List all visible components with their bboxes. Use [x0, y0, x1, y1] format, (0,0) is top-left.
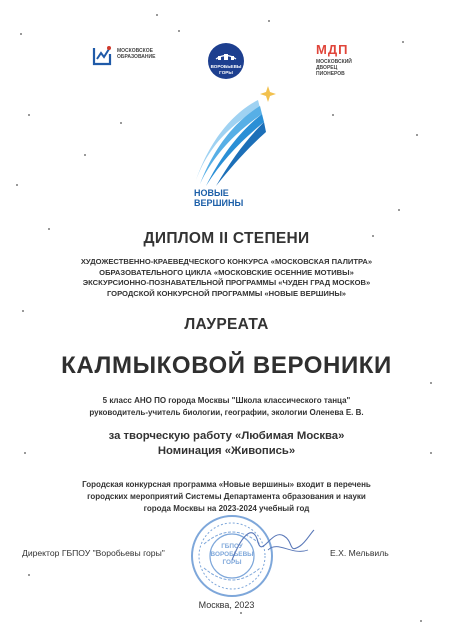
emblem-line1: НОВЫЕ: [194, 188, 229, 198]
stamp-line3: ГОРЫ: [222, 559, 242, 566]
moscow-education-line1: МОСКОВСКОЕ: [117, 48, 153, 54]
new-heights-swoosh-icon: [186, 84, 282, 188]
palace-mark: МДП: [316, 42, 349, 57]
palace-line1: МОСКОВСКИЙ: [316, 59, 352, 65]
note-line-3: города Москвы на 2023-2024 учебный год: [143, 503, 310, 513]
diploma-title: ДИПЛОМ II СТЕПЕНИ: [143, 230, 310, 247]
teacher-line: руководитель-учитель биологии, географии, экологии Оленева Е. В.: [89, 407, 364, 417]
program-note: [0, 479, 453, 514]
note-line-2: городских мероприятий Системы Департамента образования и науки: [87, 491, 366, 501]
stamp-line1: ГБПОУ: [221, 543, 243, 550]
new-heights-emblem: [186, 84, 282, 216]
director-title: Директор ГБПОУ "Воробьевы горы": [22, 548, 165, 558]
recipient-info: [0, 395, 453, 418]
competition-line-2: ОБРАЗОВАТЕЛЬНОГО ЦИКЛА «МОСКОВСКИЕ ОСЕННИЕ МОТИВЫ»: [99, 267, 354, 277]
competition-line-1: ХУДОЖЕСТВЕННО-КРАЕВЕДЧЕСКОГО КОНКУРСА «МОСКОВСКАЯ ПАЛИТРА»: [80, 257, 373, 266]
vorobyovy-gory-logo: [207, 42, 245, 80]
work-title-line: за творческую работу «Любимая Москва»: [108, 430, 345, 442]
moscow-education-logo: [92, 44, 156, 78]
nomination-line: Номинация «Живопись»: [157, 444, 296, 457]
competition-line-3: ЭКСКУРСИОННО-ПОЗНАВАТЕЛЬНОЙ ПРОГРАММЫ «ЧУДЕН ГРАД МОСКОВ»: [82, 278, 371, 287]
director-name: Е.Х. Мельвиль: [330, 548, 389, 558]
competition-description: [0, 257, 453, 299]
moscow-education-line2: ОБРАЗОВАНИЕ: [117, 54, 156, 60]
palace-line3: ПИОНЕРОВ: [316, 71, 345, 77]
vorobyovy-gory-line1: ВОРОБЬЕВЫ: [210, 64, 242, 69]
school-line: 5 класс АНО ПО города Москвы "Школа классического танца": [102, 396, 351, 405]
moscow-education-icon: [92, 44, 114, 66]
moscow-palace-of-pioneers-logo: [316, 42, 376, 84]
emblem-line2: ВЕРШИНЫ: [194, 198, 244, 208]
palace-line2: ДВОРЕЦ: [316, 65, 338, 71]
note-line-1: Городская конкурсная программа «Новые вершины» входит в перечень: [82, 480, 371, 489]
stamp-line2: ВОРОБЬЕВЫ: [210, 551, 254, 558]
signature-scribble-icon: [228, 520, 318, 570]
recipient-name: КАЛМЫКОВОЙ ВЕРОНИКИ: [61, 352, 392, 379]
competition-line-4: ГОРОДСКОЙ КОНКУРСНОЙ ПРОГРАММЫ «НОВЫЕ ВЕРШИНЫ»: [106, 288, 347, 298]
work-info: [0, 429, 453, 458]
laureate-heading: ЛАУРЕАТА: [184, 316, 269, 333]
place-and-year: Москва, 2023: [198, 600, 255, 610]
vorobyovy-gory-line2: ГОРЫ: [219, 69, 233, 75]
